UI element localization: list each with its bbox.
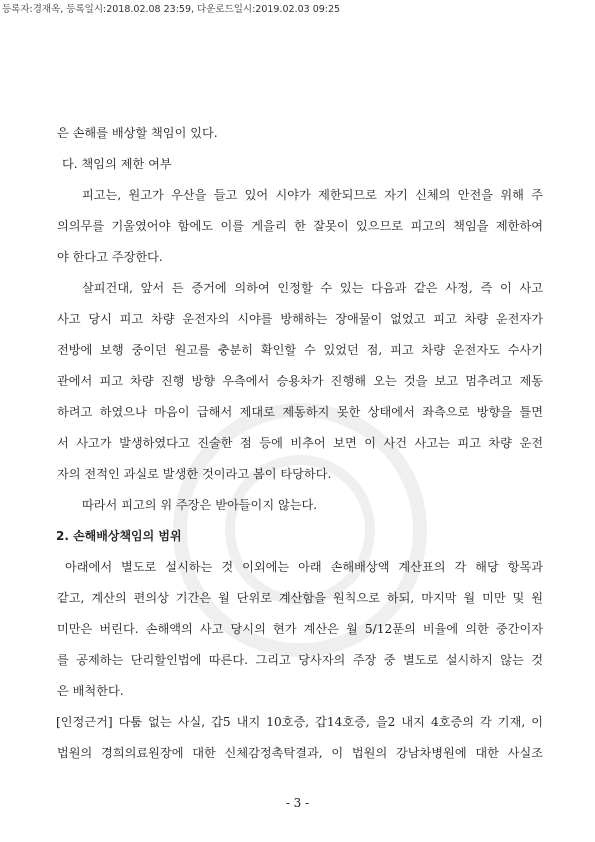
body-line: 미만은 버린다. 손해액의 사고 당시의 현가 계산은 월 5/12푼의 비율에 의한 중간이자	[57, 622, 543, 636]
body-line: 관에서 피고 차량 진행 방향 우측에서 승용차가 진행해 오는 것을 보고 멈추려고 제동	[57, 374, 543, 388]
body-line: [인정근거] 다툼 없는 사실, 갑5 내지 10호증, 갑14호증, 을2 내지 4호증의 각 기재, 이	[56, 715, 543, 729]
body-line: 은 손해를 배상할 책임이 있다.	[57, 126, 218, 140]
body-line: 아래에서 별도로 설시하는 것 이외에는 아래 손해배상액 계산표의 각 해당 항목과	[65, 560, 543, 574]
body-line: 전방에 보행 중이던 원고를 충분히 확인할 수 있었던 점, 피고 차량 운전자도 수사기	[57, 343, 543, 357]
body-line: 서 사고가 발생하였다고 진술한 점 등에 비추어 보면 이 사건 사고는 피고 차량 운전	[57, 436, 543, 450]
body-line: 야 한다고 주장한다.	[57, 250, 163, 264]
download-header: 등록자:경재옥, 등록일시:2018.02.08 23:59, 다운로드일시:2019.02.03 09:25	[2, 4, 341, 15]
section-heading: 다. 책임의 제한 여부	[62, 157, 172, 171]
body-line: 따라서 피고의 위 주장은 받아들이지 않는다.	[82, 498, 318, 512]
body-line: 를 공제하는 단리할인법에 따른다. 그리고 당사자의 주장 중 별도로 설시하지 않는 것	[57, 653, 543, 667]
section-heading: 2. 손해배상책임의 범위	[56, 529, 182, 543]
body-line: 살피건대, 앞서 든 증거에 의하여 인정할 수 있는 다음과 같은 사정, 즉 이 사고	[82, 281, 543, 295]
body-line: 사고 당시 피고 차량 운전자의 시야를 방해하는 장애물이 없었고 피고 차량 운전자가	[57, 312, 543, 326]
body-line: 하려고 하였으나 마음이 급해서 제대로 제동하지 못한 상태에서 좌측으로 방향을 틀면	[57, 405, 543, 419]
body-line: 피고는, 원고가 우산을 들고 있어 시야가 제한되므로 자기 신체의 안전을 위해 주	[82, 188, 543, 202]
body-line: 의의무를 기울였어야 함에도 이를 게을리 한 잘못이 있으므로 피고의 책임을 제한하여	[57, 219, 543, 233]
body-line: 같고, 계산의 편의상 기간은 월 단위로 계산함을 원칙으로 하되, 마지막 월 미만 및 원	[57, 591, 543, 605]
page-number: - 3 -	[285, 796, 310, 810]
body-line: 법원의 경희의료원장에 대한 신체감정촉탁결과, 이 법원의 강남차병원에 대한 사실조	[57, 746, 543, 760]
body-line: 은 배척한다.	[57, 684, 124, 698]
body-line: 자의 전적인 과실로 발생한 것이라고 봄이 타당하다.	[57, 467, 332, 481]
